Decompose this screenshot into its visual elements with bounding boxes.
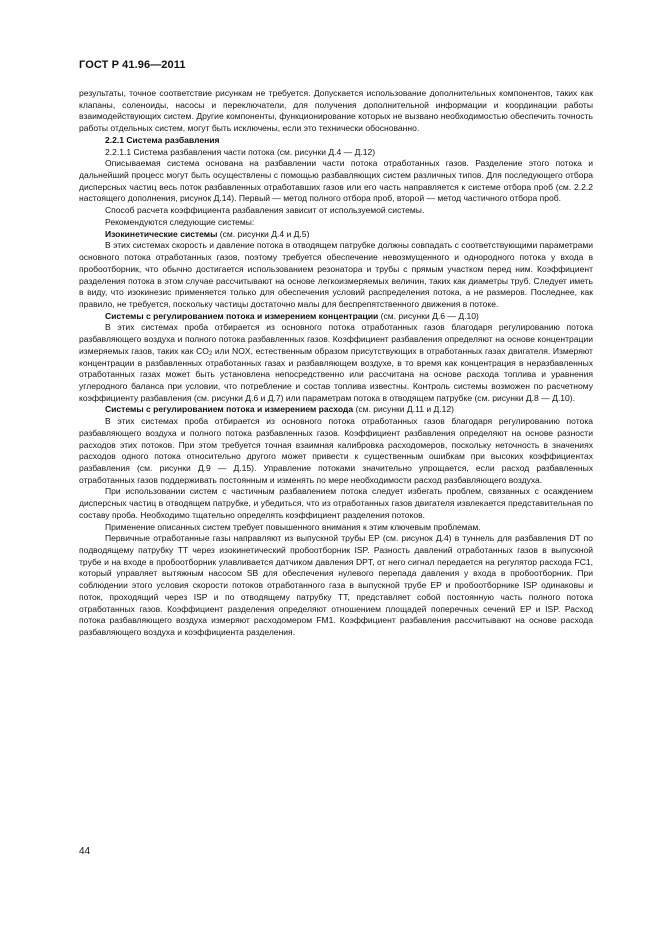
system-type-heading (79, 229, 593, 241)
figure-reference: (см. рисунки Д.11 и Д.12) (353, 404, 455, 415)
paragraph: В этих системах проба отбирается из основного потока отработанных газов благодаря регулированию потока разбавляющего воздуха и полного потока разбавленных газов. Коэффициент разбавления определяют на основе разности расходов этих потоков. При этом требуется точная взаимная калибровка расходомеров, поскольку неточность в значениях расходов одного потока относительно другого может привести к существенным ошибкам при высоких коэффициентах разбавления (см. рисунки Д.9 — Д.15). Управление потоками значительно упрощается, если расход разбавленных отработанных газов поддерживать постоянным и изменять по мере необходимости расход разбавляющего воздуха. (79, 416, 593, 485)
paragraph: Первичные отработанные газы направляют из выпускной трубы EP (см. рисунок Д.4) в туннель для разбавления DT по подводящему патрубку TT через изокинетический пробоотборник ISP. Разность давлений отработанных газов в выпускной трубе и на входе в пробоотборник улавливается датчиком давления DPT, от него сигнал передается на регулятор расхода FC1, который управляет вытяжным насосом SB для обеспечения нулевого перепада давления у входа в пробоотборник. При соблюдении этого условия скорости потоков отработанного газа в выпускной трубе EP и пробоотборнике ISP одинаковы и поток, проходящий через ISP и по отводящему патрубку TT, представляет собой постоянную часть полного потока отработанных газов. Коэффициент разделения определяют отношением площадей поперечных сечений EP и ISP. Расход потока разбавляющего воздуха измеряют расходомером FM1. Коэффициент разбавления рассчитывают на основе расхода разбавляющего воздуха и коэффициента разделения. (79, 533, 593, 638)
paragraph: Рекомендуются следующие системы: (105, 216, 255, 227)
paragraph: результаты, точное соответствие рисункам не требуется. Допускается использование дополнительных компонентов, таких как клапаны, соленоиды, насосы и переключатели, для получения дополнительной информации и координации работы взаимодействующих систем. Другие компоненты, функционирование которых не вызвано необходимостью обеспечить точность работы отдельных систем, могут быть исключены, если это технически обоснованно. (79, 88, 593, 134)
subscript: 2 (208, 350, 213, 357)
page-header: ГОСТ Р 41.96—2011 (79, 59, 186, 71)
section-heading: 2.2.1 Система разбавления (105, 134, 220, 145)
system-type-title: Изокинетические системы (105, 228, 218, 239)
system-type-title: Системы с регулированием потока и измерением расхода (105, 404, 354, 415)
paragraph (79, 322, 593, 404)
paragraph: При использовании систем с частичным разбавлением потока следует избегать проблем, связанных с осаждением дисперсных частиц в отводящем патрубке, и убедиться, что из отработанных газов двигателя извлекается представительная по составу проба. Необходимо тщательно определять коэффициент разделения потоков. (79, 486, 593, 520)
system-type-heading (79, 311, 593, 323)
subsection-heading: 2.2.1.1 Система разбавления части потока (см. рисунки Д.4 — Д.12) (105, 146, 376, 157)
system-type-title: Системы с регулированием потока и измерением концентрации (105, 310, 379, 321)
paragraph: Описываемая система основана на разбавлении части потока отработанных газов. Разделение этого потока и дальнейший процесс могут быть осуществлены с помощью разбавляющих систем различных типов. Для последующего отбора дисперсных частиц весь поток разбавленных отработавших газов или его часть направляется к системе отбора проб (см. 2.2.2 настоящего дополнения, рисунок Д.14). Первый — метод полного отбора проб, второй — метод частичного отбора проб. (79, 158, 593, 204)
paragraph: Применение описанных систем требует повышенного внимания к этим ключевым проблемам. (105, 521, 481, 532)
system-type-heading (79, 404, 593, 416)
document-body (79, 88, 593, 639)
figure-reference: (см. рисунки Д.4 и Д.5) (217, 228, 310, 239)
page-number: 44 (79, 846, 91, 857)
figure-reference: (см. рисунки Д.6 — Д.10) (378, 310, 479, 321)
paragraph-part: или NOX, естественным образом присутствующих в отработанных газах двигателя. Измеряют концентрации в разбавленных отработанных газах и разбавляющем воздухе, в то время как концентрация в неразбавленных отработанных газах может быть установлена непосредственно или рассчитана на основе расхода топлива и уравнения углеродного баланса при условии, что потребление и состав топлива известны. Контроль системы возможен по расчетному коэффициенту разбавления (см. рисунки Д.6 и Д.7) или параметрам потока в отводящем патрубке (см. рисунки Д.8 — Д.10). (79, 345, 593, 403)
paragraph: В этих системах скорость и давление потока в отводящем патрубке должны совпадать с соответствующими параметрами основного потока отработанных газов, поэтому требуется обеспечение невозмущенного и однородного потока у входа в пробоотборник, что обычно достигается использованием резонатора и трубы с прямым участком перед ним. Коэффициент разделения потока в этом случае рассчитывают на основе легкоизмеряемых величин, таких как диаметры труб. Следует иметь в виду, что изокинезис применяется только для обеспечения условий распределения потока, а не размеров. Последнее, как правило, не требуется, поскольку частицы достаточно малы для беспрепятственного движения в потоке. (79, 240, 593, 309)
paragraph: Способ расчета коэффициента разбавления зависит от используемой системы. (105, 205, 425, 216)
paragraph-part: В этих системах проба отбирается из основного потока отработанных газов благодаря регулированию потока разбавляющего воздуха и полного потока разбавленных газов. Коэффициент разбавления определяют на основе концентрации измеряемых газов, таких как CO (79, 322, 593, 356)
